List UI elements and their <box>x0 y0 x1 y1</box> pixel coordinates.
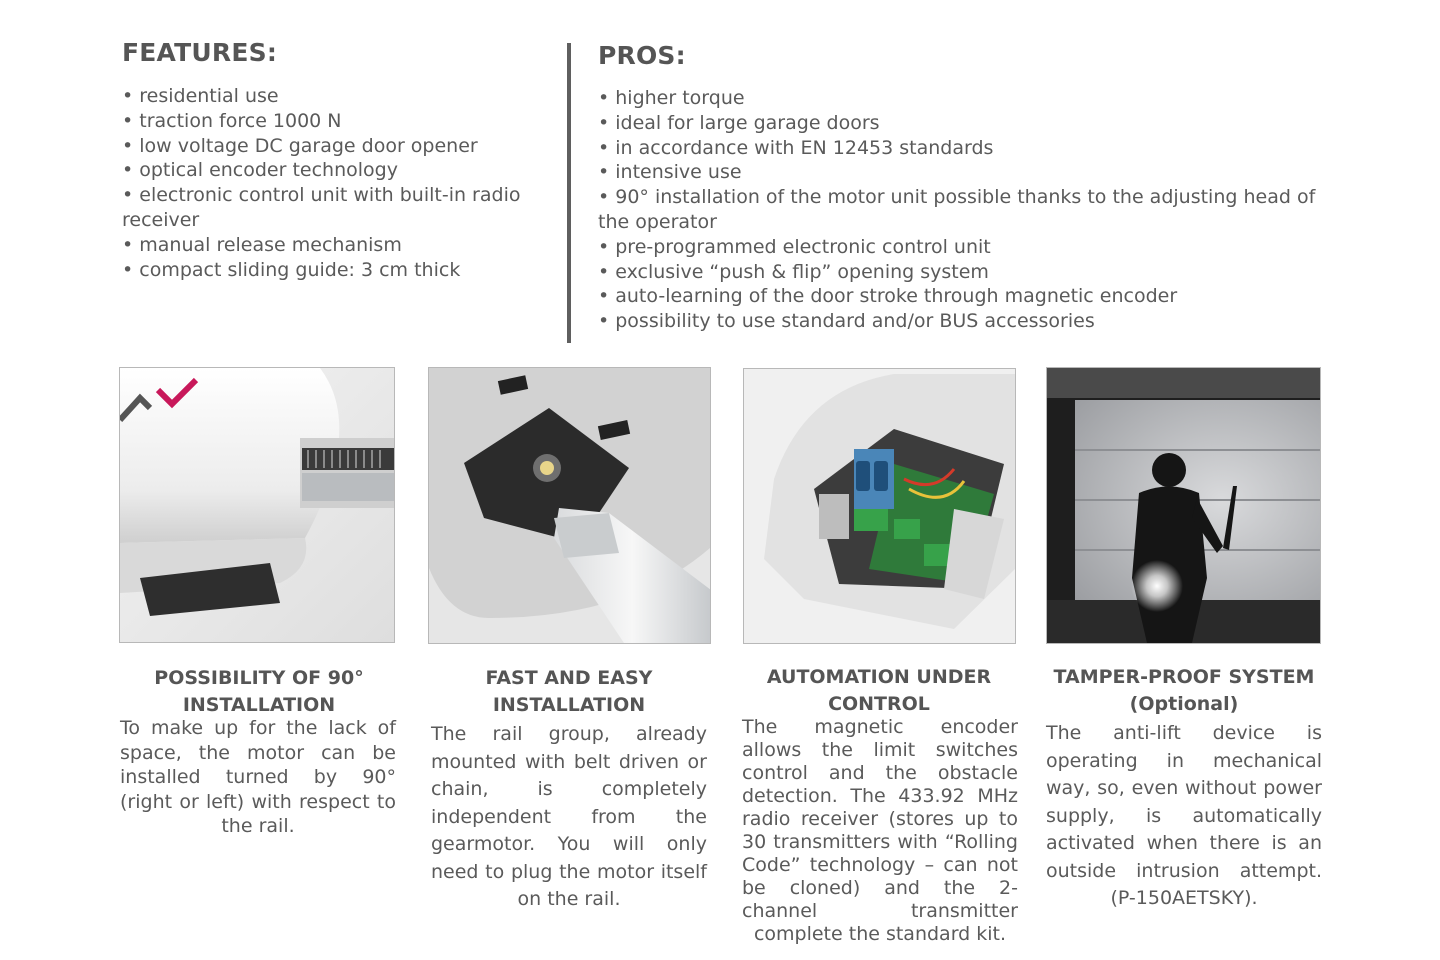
list-item: • residential use <box>122 84 532 109</box>
card-title-automation: AUTOMATION UNDER CONTROL <box>766 666 992 715</box>
card-text-fast-installation: The rail group, already mounted with belt driven or chain, is completely independent from the gearmotor. You will only need to plug the motor itself on the rail. <box>431 723 707 910</box>
list-item: • in accordance with EN 12453 standards <box>598 136 1328 161</box>
list-item: • optical encoder technology <box>122 158 532 183</box>
card-title-fast-installation: FAST AND EASY INSTALLATION <box>485 667 653 716</box>
list-item: • intensive use <box>598 160 1328 185</box>
intruder-night-photo <box>1046 367 1321 644</box>
list-item: • electronic control unit with built-in radio receiver <box>122 183 532 233</box>
list-item: • traction force 1000 N <box>122 109 532 134</box>
list-item: • auto-learning of the door stroke through magnetic encoder <box>598 284 1328 309</box>
list-item: • exclusive “push & flip” opening system <box>598 260 1328 285</box>
card-title-tamper-proof: TAMPER-PROOF SYSTEM (Optional) <box>1053 666 1315 715</box>
list-item: • low voltage DC garage door opener <box>122 134 532 159</box>
pros-heading: PROS: <box>598 41 686 70</box>
rail-mounting-photo <box>428 367 711 644</box>
motor-90-degree-photo <box>119 367 395 643</box>
card-text-tamper-proof: The anti-lift device is operating in mechanical way, so, even without power supply, is automatically activated when there is an outside intrusion attempt. (P-150AETSKY). <box>1046 722 1322 909</box>
list-item: • manual release mechanism <box>122 233 532 258</box>
card-text-automation: The magnetic encoder allows the limit switches control and the obstacle detection. The 433.92 MHz radio receiver (stores up to 30 transmitters with “Rolling Code” technology – can not be cloned) and the 2-channel transmitter complete the standard kit. <box>742 716 1018 945</box>
list-item: • higher torque <box>598 86 1328 111</box>
features-list <box>122 84 532 282</box>
list-item: • possibility to use standard and/or BUS accessories <box>598 309 1328 334</box>
control-unit-photo <box>743 368 1016 644</box>
list-item: • 90° installation of the motor unit possible thanks to the adjusting head of the operator <box>598 185 1328 235</box>
list-item: • compact sliding guide: 3 cm thick <box>122 258 532 283</box>
column-divider <box>567 43 571 343</box>
pros-list <box>598 86 1328 334</box>
list-item: • pre-programmed electronic control unit <box>598 235 1328 260</box>
card-text-90-installation: To make up for the lack of space, the motor can be installed turned by 90° (right or left) with respect to the rail. <box>120 717 396 837</box>
features-heading: FEATURES: <box>122 38 278 67</box>
list-item: • ideal for large garage doors <box>598 111 1328 136</box>
card-title-90-installation: POSSIBILITY OF 90° INSTALLATION <box>154 667 364 716</box>
